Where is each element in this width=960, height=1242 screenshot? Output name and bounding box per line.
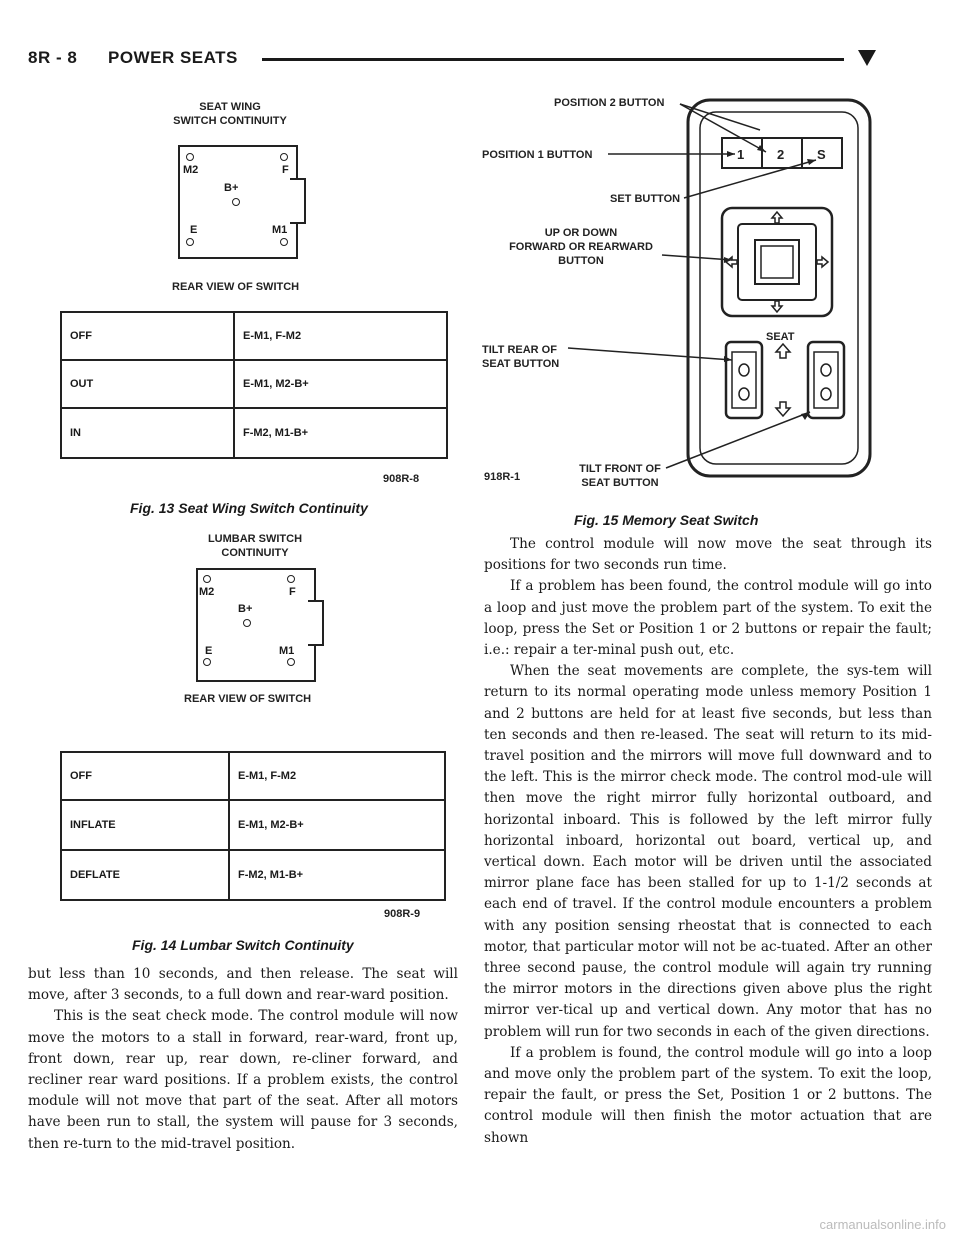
table-row: IN F-M2, M1-B+ [61,408,447,458]
paragraph: This is the seat check mode. The control module will now move the motors to a stall in forward, rear-ward, front up, front down, rear up, rear down, re-cliner forward, and recliner rear ward positions. If a problem exists, the control module will not move that part of the seat. After all motors have been run to stall, the system will pause for 3 seconds, then re-turn to the mid-travel position. [28,1008,458,1152]
paragraph: but less than 10 seconds, and then release. The seat will move, after 3 seconds, to a full down and rear-ward position. [28,966,458,1004]
terminal-f: F [282,164,289,176]
terminal-e: E [205,645,213,657]
terminal-m2: M2 [183,164,199,176]
terminal-f: F [289,586,296,598]
fig13-caption: Fig. 13 Seat Wing Switch Continuity [130,500,368,516]
label-tilt-front-button: TILT FRONT OF SEAT BUTTON [579,463,661,489]
fig13-title: SEAT WING SWITCH CONTINUITY [173,101,287,127]
table-row: INFLATE E-M1, M2-B+ [61,800,445,850]
label-position-1-button: POSITION 1 BUTTON [482,149,593,161]
fig15-code: 918R-1 [484,471,521,483]
paragraph: When the seat movements are complete, the sys-tem will return to its normal operating mode unless memory Position 1 and 2 buttons are held for at least five seconds, but less than ten seconds and then re-leased. The seat will return to its mid-travel position and the mirrors will move full downward and to the left. This is the mirror check mode. The control mod-ule will then move the right mirror fully horizontal outboard, and horizontal inboard. This is followed by the left mirror fully horizontal inboard, horizontal out board, vertical up, and vertical down. Each motor will be driven until the associated mirror plane face has been stalled for up to 1-1/2 seconds at each end of travel. If the control module encounters a problem with any position sensing rheostat that is connected to each motor, that particular motor will not be ac-tuated. After an other three second pause, the control module will again try running the mirror motors in the directions given above plus the right mirror ver-tical up and vertical down. Any motor that has no problem will run for two seconds in each of the given directions. [484,663,932,1040]
right-column-text [484,534,932,1149]
fig14-caption: Fig. 14 Lumbar Switch Continuity [132,937,354,953]
terminal-b: B+ [224,182,239,194]
fig14-view-label: REAR VIEW OF SWITCH [184,693,312,705]
paragraph: If a problem is found, the control module will go into a loop and move only the problem part of the system. To exit the loop, repair the fault, or press the Set, Position 1 or 2 buttons. The control module will then finish the motor actuation that are shown [484,1044,932,1146]
table-row: OFF E-M1, F-M2 [61,312,447,360]
fig13-view-label: REAR VIEW OF SWITCH [172,281,300,293]
terminal-b: B+ [238,603,253,615]
table-row: OFF E-M1, F-M2 [61,752,445,800]
label-seat: SEAT [766,331,795,343]
table-row: DEFLATE F-M2, M1-B+ [61,850,445,900]
fig13-continuity-table [60,311,448,459]
left-column-text [28,964,458,1155]
page-number: 8R - 8 [28,48,78,67]
section-title: POWER SEATS [108,48,238,67]
set-button-s: S [817,147,826,162]
label-updown-button: UP OR DOWN FORWARD OR REARWARD BUTTON [509,227,653,267]
terminal-e: E [190,224,198,236]
paragraph: If a problem has been found, the control module will go into a loop and just move the problem part of the system. To exit the loop, press the Set or Position 1 or 2 buttons or repair the fault; i.e.: repair a ter-minal push out, etc. [484,578,932,659]
triangle-icon [858,50,876,70]
label-tilt-rear-button: TILT REAR OF SEAT BUTTON [482,344,560,370]
terminal-m1: M1 [279,645,295,657]
memory-button-1: 1 [737,147,745,162]
fig14-continuity-table [60,751,446,901]
memory-button-2: 2 [777,147,785,162]
paragraph: The control module will now move the seat through its positions for two seconds run time. [484,536,932,574]
terminal-m2: M2 [199,586,215,598]
fig13-code: 908R-8 [383,473,420,485]
terminal-m1: M1 [272,224,288,236]
fig14-code: 908R-9 [384,908,421,920]
footer-watermark: carmanualsonline.info [819,1217,946,1232]
table-row: OUT E-M1, M2-B+ [61,360,447,408]
label-set-button: SET BUTTON [610,193,681,205]
fig15-caption: Fig. 15 Memory Seat Switch [574,512,759,528]
header-rule [262,58,844,61]
label-position-2-button: POSITION 2 BUTTON [554,97,665,109]
fig14-title: LUMBAR SWITCH CONTINUITY [207,533,303,559]
